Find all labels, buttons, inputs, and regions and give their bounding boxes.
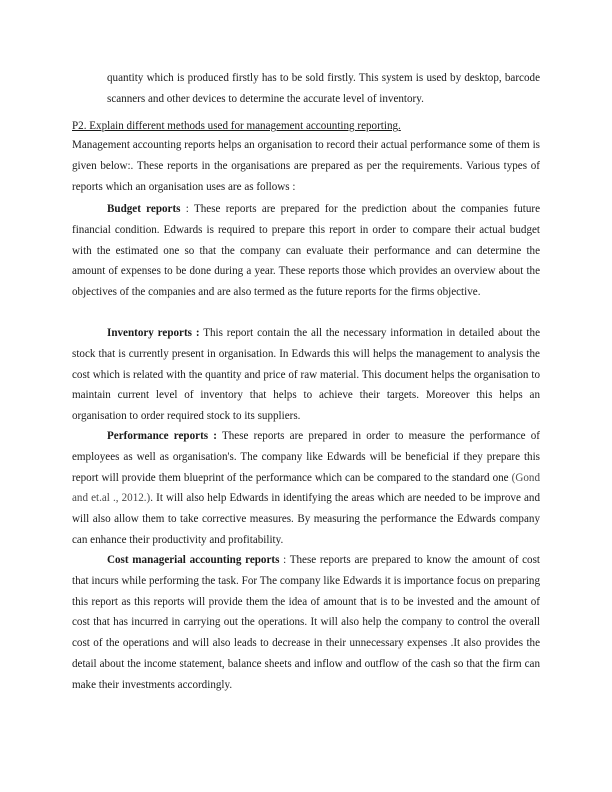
cost-reports-paragraph xyxy=(72,550,540,696)
cost-reports-text: : These reports are prepared to know the amount of cost that incurs while performing the task. For The company like Edwards it is importance focus on preparing this report as this reports will provide them the idea of amount that is to be invested and the amount of cost that has incurred in carrying out the operations. It will also help the company to control the overall cost of the operations and will also leads to decrease in their unnecessary expenses .It also provides the detail about the income statement, balance sheets and inflow and outflow of the cash so that the firm can make their investments accordingly. xyxy=(72,554,540,691)
performance-reports-term: Performance reports : xyxy=(107,430,217,442)
section-heading: P2. Explain different methods used for management accounting reporting. xyxy=(72,120,401,132)
inventory-reports-term: Inventory reports : xyxy=(107,327,200,339)
performance-reports-text: These reports are prepared in order to measure the performance of employees as well as organisation's. The company like Edwards will be beneficial if they prepare this report will provide them blueprint of the performance which can be compared to the standard one xyxy=(72,430,541,484)
citation: (Gond and et.al ., 2012.) xyxy=(72,471,540,505)
section-intro: Management accounting reports helps an organisation to record their actual performance some of them is given below:. These reports in the organisations are prepared as per the requirements. Various types of reports which an organisation uses are as follows : xyxy=(72,139,540,193)
budget-reports-term: Budget reports xyxy=(107,203,181,215)
budget-reports-paragraph xyxy=(72,199,540,303)
cost-reports-term: Cost managerial accounting reports xyxy=(107,554,280,566)
performance-reports-paragraph xyxy=(72,426,540,551)
inventory-reports-paragraph xyxy=(72,323,540,427)
inventory-reports-text: This report contain the all the necessary information in detailed about the stock that is currently present in organisation. In Edwards this will helps the management to analysis the cost which is related with the quantity and price of raw material. This document helps the organisation to maintain current level of inventory that helps to achieve their targets. Moreover this helps an organisation to order required stock to its suppliers. xyxy=(72,327,540,423)
performance-reports-text-continued: . It will also help Edwards in identifying the areas which are needed to be improve and will also allow them to take corrective measures. By measuring the performance the Edwards company can enhance their productivity and profitability. xyxy=(72,492,540,546)
budget-reports-text: : These reports are prepared for the prediction about the companies future financial condition. Edwards is required to prepare this report in order to compare their actual budget with the estimated one so that the company can evaluate their performance and can determine the amount of expenses to be done during a year. These reports those which provides an overview about the objectives of the companies and are also termed as the future reports for the firms objective. xyxy=(72,203,541,299)
intro-continuation: quantity which is produced firstly has to be sold firstly. This system is used by desktop, barcode scanners and other devices to determine the accurate level of inventory. xyxy=(107,72,540,105)
